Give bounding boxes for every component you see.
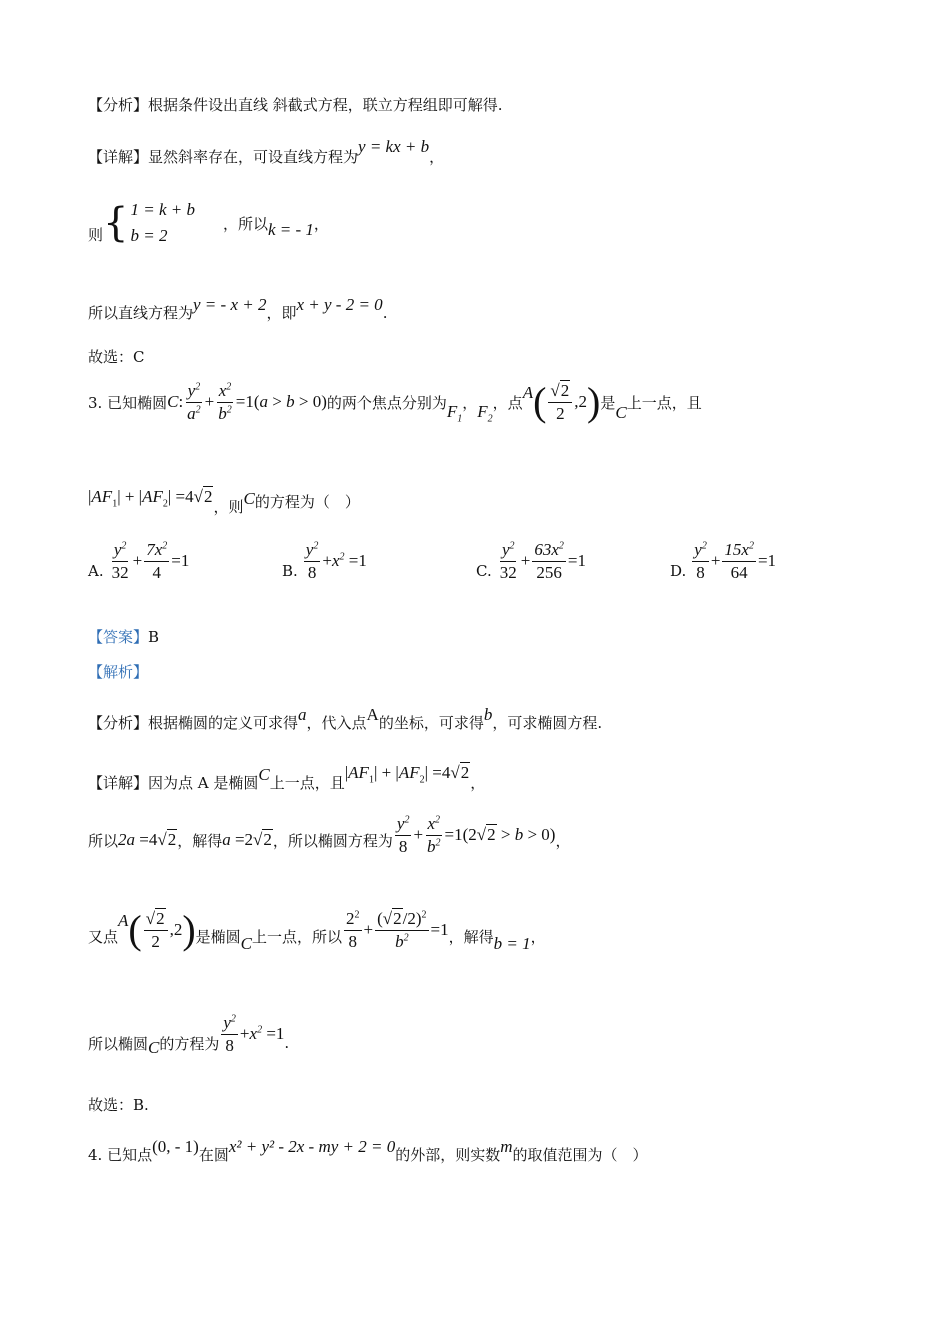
system-line-1: 1 = k + b [130,200,195,219]
text: 的方程为 [159,1034,220,1053]
line-equation-paragraph [88,286,387,323]
text: 所以 [88,831,119,850]
system-line-2: b = 2 [130,226,168,245]
text: ，可求椭圆方程. [492,714,603,732]
circle-equation: x² + y² - 2x - my + 2 = 0 [228,1136,396,1156]
detail-text: 显然斜率存在，可设直线方程为 [148,148,359,166]
punct: ， [470,774,486,792]
var-c: C [615,403,627,423]
text: 的取值范围为（ ） [512,1146,648,1164]
var-c: C [243,488,255,508]
frac-y2-a2: $\frac{y^2}{a^2}$ [187,381,201,423]
answer-text: 故选：B. [88,1096,149,1114]
text: 上一点，且 [626,393,702,412]
analysis-paragraph [88,94,503,115]
text: ，点 [492,393,523,412]
question-3-stem: 3. 已知椭圆 C : $\frac{y^2}{a^2}$ + $\frac{x^2}{b^2}$ =1(a > b > 0) 的两个焦点分别为 $F_1$ ， $F_2$ ，点 A ( $\frac{√2}{2}$ ,2 ) 是 C 上一点，且 [88,379,702,425]
analysis-label: 【分析】 [88,96,149,114]
solution-detail-1 [88,756,485,793]
text: ，即 [266,304,297,322]
analysis-text: 根据条件设出直线 斜截式方程，联立方程组即可解得. [148,96,503,114]
answer-value: B [148,627,160,646]
text: 的外部，则实数 [395,1146,501,1164]
choice-b [88,1094,149,1115]
focus-f1: $F_1$ [446,402,463,425]
var-c: C [258,764,270,784]
b-value: b = 1 [493,934,531,953]
punct: ， [555,831,571,850]
line-equation: y = kx + b [358,136,430,156]
system-paragraph [88,200,329,246]
jiexi-label: 【解析】 [88,663,149,681]
text: 的坐标，可求得 [378,714,484,732]
focal-sum: $|AF_1| + |AF_2| =4√2$ [88,487,213,510]
point-a: A [118,911,129,930]
var-c: C [167,392,179,412]
text: 在圆 [198,1146,229,1164]
left-brace: { [103,200,129,246]
text: ，代入点 [306,714,367,732]
choice-c [88,346,144,367]
var-c: C [148,1038,160,1057]
var-c: C [240,934,253,953]
option-label: C. [476,562,492,581]
solution-analysis [88,696,602,733]
equation-1: y = - x + 2 [193,294,267,314]
jiexi-line [88,661,148,682]
punct: . [284,1034,290,1052]
var-m: m [500,1136,513,1156]
analysis-label: 【分析】 [88,714,149,732]
question-4-stem [88,1128,648,1165]
detail-paragraph [88,136,445,167]
option-a: A. $\frac{y^2}{32}$ + $\frac{7x^2}{4}$ =1 [88,540,190,582]
focal-sum: $|AF_1| + |AF_2| =4√2$ [344,763,470,786]
text: 上一点，所以 [252,927,343,946]
option-label: A. [88,562,104,581]
frac-sqrt2-2: $\frac{√2}{2}$ [548,381,572,423]
punct: ， [313,214,329,233]
focus-f2: $F_2$ [477,402,493,425]
var-a: a [298,704,307,724]
text: ，则 [213,498,244,516]
k-value: k = - 1 [267,220,314,239]
detail-label: 【详解】 [88,148,149,166]
solution-detail-3: 又点 A ( $\frac{√2}{2}$ ,2 ) 是椭圆 C 上一点，所以 $\frac{2^2}{8}$ + $\frac{(√2/2)^2}{b^2}$ =1 ，解得 b = 1 ， [88,907,546,953]
so-text: ，所以 [222,214,268,233]
text: 又点 [88,927,119,946]
punct: ， [530,927,546,946]
point-a: A [366,704,379,724]
text: 是椭圆 [195,927,241,946]
text: ，所以椭圆方程为 [272,831,393,850]
text: 根据椭圆的定义可求得 [148,714,299,732]
text: 所以直线方程为 [88,304,194,322]
answer-text: 故选：C [88,348,145,366]
option-label: B. [282,562,298,581]
then-text: 则 [88,225,104,244]
text: 因为点 A 是椭圆 [148,774,259,792]
answer-label: 【答案】 [88,628,149,646]
detail-label: 【详解】 [88,774,149,792]
text: 的两个焦点分别为 [326,393,447,412]
option-c: C. $\frac{y^2}{32}$ + $\frac{63x^2}{256}$ =1 [476,540,586,582]
text: 是 [600,393,616,412]
solution-conclusion: 所以椭圆 C 的方程为 $\frac{y^2}{8}$ + $x^2$ =1 . [88,1012,290,1057]
text: 所以椭圆 [88,1034,149,1053]
text: 的方程为（ ） [254,493,360,511]
point-a: A [522,383,534,403]
equation-2: x + y - 2 = 0 [296,294,383,314]
question-3-condition [88,480,360,517]
option-b: B. $\frac{y^2}{8}$ + $x^2$ =1 [282,540,367,582]
punct: . [382,303,388,322]
colon: : [178,392,184,412]
punct: ， [429,148,445,166]
point: (0, - 1) [152,1136,199,1156]
question-number: 3. 已知椭圆 [88,393,168,412]
answer-line [88,626,159,647]
text: ，解得 [448,927,494,946]
var-b: b [483,704,493,724]
text: 上一点，且 [269,774,345,792]
equation-system [130,200,195,246]
solution-detail-2: 所以 2a =4√2 ，解得 a =2√2 ，所以椭圆方程为 $\frac{y^2}{8}$ + $\frac{x^2}{b^2}$ =1(2√2 > b > 0) ， [88,814,571,856]
text: ，解得 [177,831,223,850]
option-label: D. [670,562,687,581]
question-number: 4. 已知点 [88,1146,153,1164]
frac-x2-b2: $\frac{x^2}{b^2}$ [218,381,232,423]
option-d: D. $\frac{y^2}{8}$ + $\frac{15x^2}{64}$ =1 [670,540,777,582]
